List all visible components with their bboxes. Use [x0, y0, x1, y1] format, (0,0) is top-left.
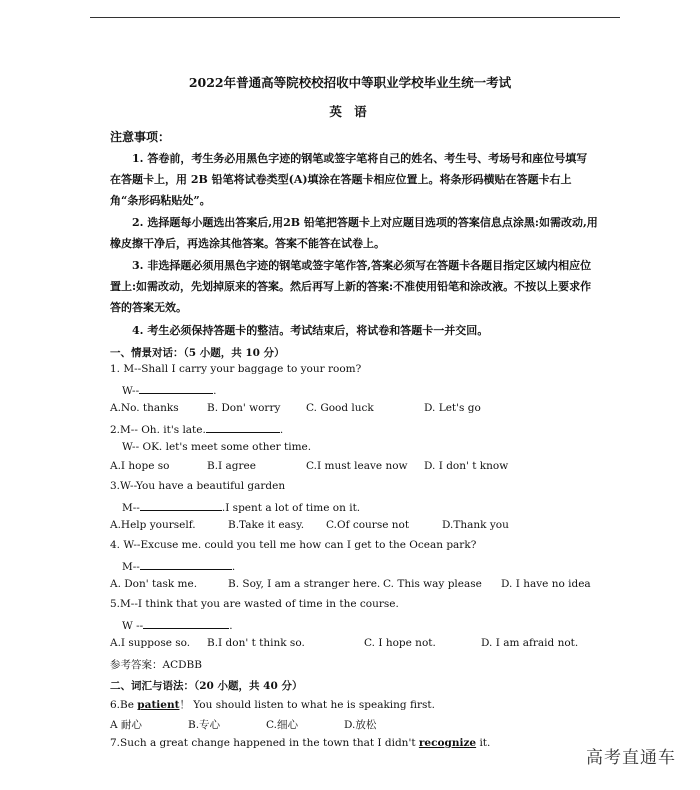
q3-option-c[interactable]: C.Of course not	[326, 519, 410, 531]
watermark: 高考直通车	[586, 748, 676, 768]
q4-option-c[interactable]: C. This way please	[383, 578, 482, 590]
top-rule	[90, 17, 620, 18]
q6-prompt: 6.Be patient！ You should listen to what he is speaking first.	[110, 699, 435, 711]
q5-response: W -- .	[122, 617, 233, 632]
answer-blank[interactable]	[140, 499, 222, 511]
q6-option-b[interactable]: B.专心	[188, 719, 221, 731]
q4-option-d[interactable]: D. I have no idea	[501, 578, 591, 590]
q1-prompt: 1. M--Shall I carry your baggage to your room?	[110, 363, 362, 375]
subject-title: 英 语	[329, 104, 371, 119]
q7-prompt: 7.Such a great change happened in the town that I didn't recognize it.	[110, 737, 491, 749]
section2-heading: 二、词汇与语法：（20 小题，共 40 分）	[110, 680, 303, 692]
q6-option-c[interactable]: C.细心	[266, 719, 298, 731]
q4-response: M-- .	[122, 558, 235, 573]
answer-blank[interactable]	[206, 421, 280, 433]
reference-answer: 参考答案：ACDBB	[110, 659, 202, 671]
answer-blank[interactable]	[143, 617, 229, 629]
notice-item-3: 3. 非选择题必须用黑色字迹的钢笔或签字笔作答,答案必须写在答题卡各题目指定区域内相应位置上:如需改动，先划掉原来的答案。然后再写上新的答案:不准使用铅笔和涂改液。不按以上要求作答的答案无效。	[110, 259, 592, 314]
answer-blank[interactable]	[139, 382, 213, 394]
exam-title: 2022年普通高等院校校招收中等职业学校毕业生统一考试	[188, 75, 512, 90]
q3-option-b[interactable]: B.Take it easy.	[228, 519, 305, 531]
q5-option-b[interactable]: B.I don' t think so.	[207, 637, 305, 649]
q2-option-a[interactable]: A.I hope so	[110, 460, 170, 472]
q1-option-a[interactable]: A.No. thanks	[110, 402, 179, 414]
q3-option-a[interactable]: A.Help yourself.	[110, 519, 196, 531]
q1-option-c[interactable]: C. Good luck	[306, 402, 374, 414]
target-word: patient	[137, 699, 180, 711]
q1-option-d[interactable]: D. Let's go	[424, 402, 481, 414]
section1-heading: 一、情景对话：（5 小题，共 10 分）	[110, 347, 285, 359]
notice-item-2: 2. 选择题每小题选出答案后,用2B 铅笔把答题卡上对应题目选项的答案信息点涂黑:如需改动,用橡皮擦干净后，再选涂其他答案。答案不能答在试卷上。	[110, 216, 598, 250]
q2-response: W-- OK. let's meet some other time.	[122, 441, 312, 453]
notice-item-1: 1. 答卷前，考生务必用黑色字迹的钢笔或签字笔将自己的姓名、考生号、考场号和座位号填写在答题卡上，用 2B 铅笔将试卷类型(A)填涂在答题卡相应位置上。将条形码横贴在答题卡右上角“条形码粘贴处”。	[110, 152, 588, 207]
q5-option-d[interactable]: D. I am afraid not.	[481, 637, 579, 649]
answer-blank[interactable]	[140, 558, 232, 570]
q5-prompt: 5.M--I think that you are wasted of time in the course.	[110, 598, 399, 610]
q3-prompt: 3.W--You have a beautiful garden	[110, 480, 286, 492]
target-word: recognize	[418, 737, 477, 749]
notice-heading: 注意事项：	[110, 130, 171, 144]
q4-option-a[interactable]: A. Don' task me.	[110, 578, 198, 590]
notice-item-4: 4. 考生必须保持答题卡的整洁。考试结束后，将试卷和答题卡一并交回。	[132, 324, 489, 337]
q5-option-a[interactable]: A.I suppose so.	[110, 637, 191, 649]
q1-response: W-- .	[122, 382, 216, 397]
q2-option-b[interactable]: B.I agree	[207, 460, 256, 472]
q4-prompt: 4. W--Excuse me. could you tell me how can I get to the Ocean park?	[110, 539, 477, 551]
q2-prompt: 2.M-- Oh. it's late. .	[110, 421, 283, 436]
q4-option-b[interactable]: B. Soy, I am a stranger here.	[228, 578, 381, 590]
q5-option-c[interactable]: C. I hope not.	[364, 637, 436, 649]
q3-option-d[interactable]: D.Thank you	[442, 519, 509, 531]
q2-option-c[interactable]: C.I must leave now	[306, 460, 408, 472]
q3-response: M-- .I spent a lot of time on it.	[122, 499, 360, 514]
q6-option-d[interactable]: D.放松	[344, 719, 377, 731]
q1-option-b[interactable]: B. Don' worry	[207, 402, 281, 414]
q2-option-d[interactable]: D. I don' t know	[424, 460, 509, 472]
q6-option-a[interactable]: A 耐心	[110, 719, 142, 731]
